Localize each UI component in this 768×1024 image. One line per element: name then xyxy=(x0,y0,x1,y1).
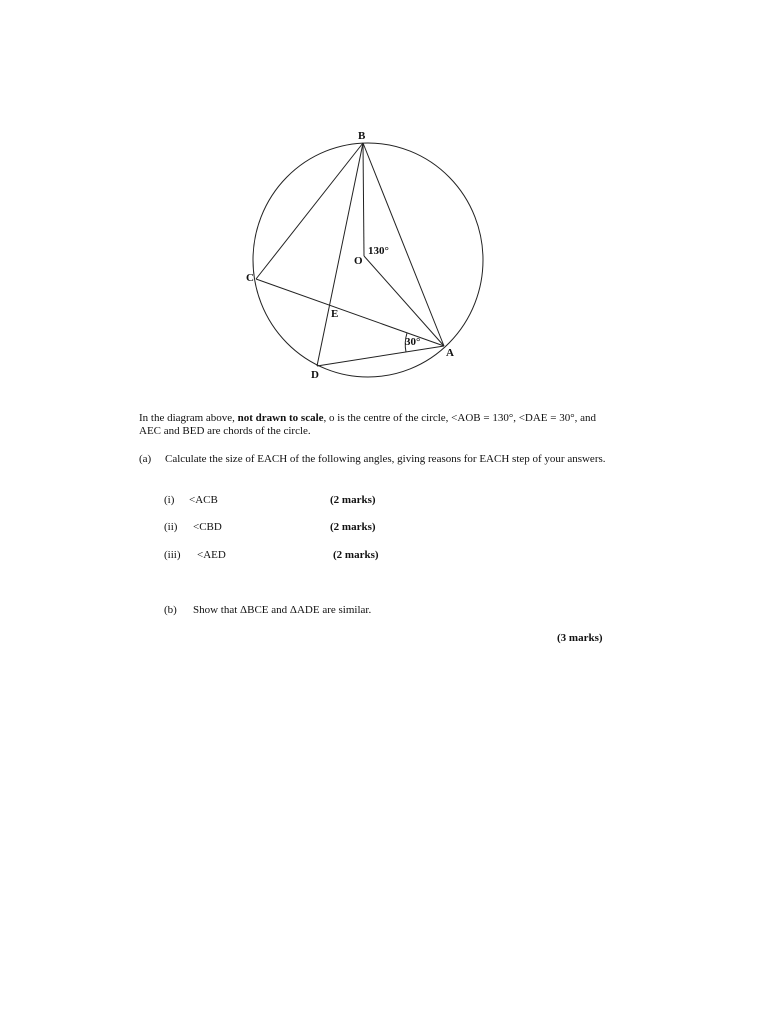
chord-da xyxy=(317,346,444,366)
angle-dae-label: 30° xyxy=(405,336,421,348)
part-b-label: (b) xyxy=(164,604,177,616)
item-angle: <AED xyxy=(197,549,226,561)
radius-oa xyxy=(364,256,444,346)
item-number: (i) xyxy=(164,494,175,506)
label-d: D xyxy=(311,369,319,381)
item-number: (iii) xyxy=(164,549,181,561)
item-angle: <ACB xyxy=(189,494,218,506)
circle-geometry-diagram xyxy=(0,0,768,420)
part-a-text: Calculate the size of EACH of the following angles, giving reasons for EACH step of your answers. xyxy=(165,453,606,465)
part-a-question xyxy=(139,453,609,466)
item-marks: (2 marks) xyxy=(330,521,376,533)
item-number: (ii) xyxy=(164,521,178,533)
intro-bold: not drawn to scale xyxy=(237,412,324,424)
label-b: B xyxy=(358,130,366,142)
label-e: E xyxy=(331,308,339,320)
part-b-text: Show that ΔBCE and ΔADE are similar. xyxy=(193,604,372,616)
intro-paragraph xyxy=(139,412,609,438)
part-b-marks: (3 marks) xyxy=(557,632,603,644)
item-angle: <CBD xyxy=(193,521,222,533)
chord-bc xyxy=(256,143,363,279)
label-a: A xyxy=(446,347,454,359)
label-c: C xyxy=(246,272,254,284)
item-marks: (2 marks) xyxy=(330,494,376,506)
part-b-question xyxy=(164,604,371,617)
intro-text-1: In the diagram above, xyxy=(139,412,238,424)
item-marks: (2 marks) xyxy=(333,549,379,561)
radius-ob xyxy=(363,143,364,256)
angle-aob-label: 130° xyxy=(368,245,389,257)
label-o: O xyxy=(354,255,363,267)
part-a-label: (a) xyxy=(139,453,152,465)
intro-text-2: , o is the centre of the circle, <AOB = 130°, <DAE = 30°, and AEC and BED are chords of the circle. xyxy=(139,412,597,437)
